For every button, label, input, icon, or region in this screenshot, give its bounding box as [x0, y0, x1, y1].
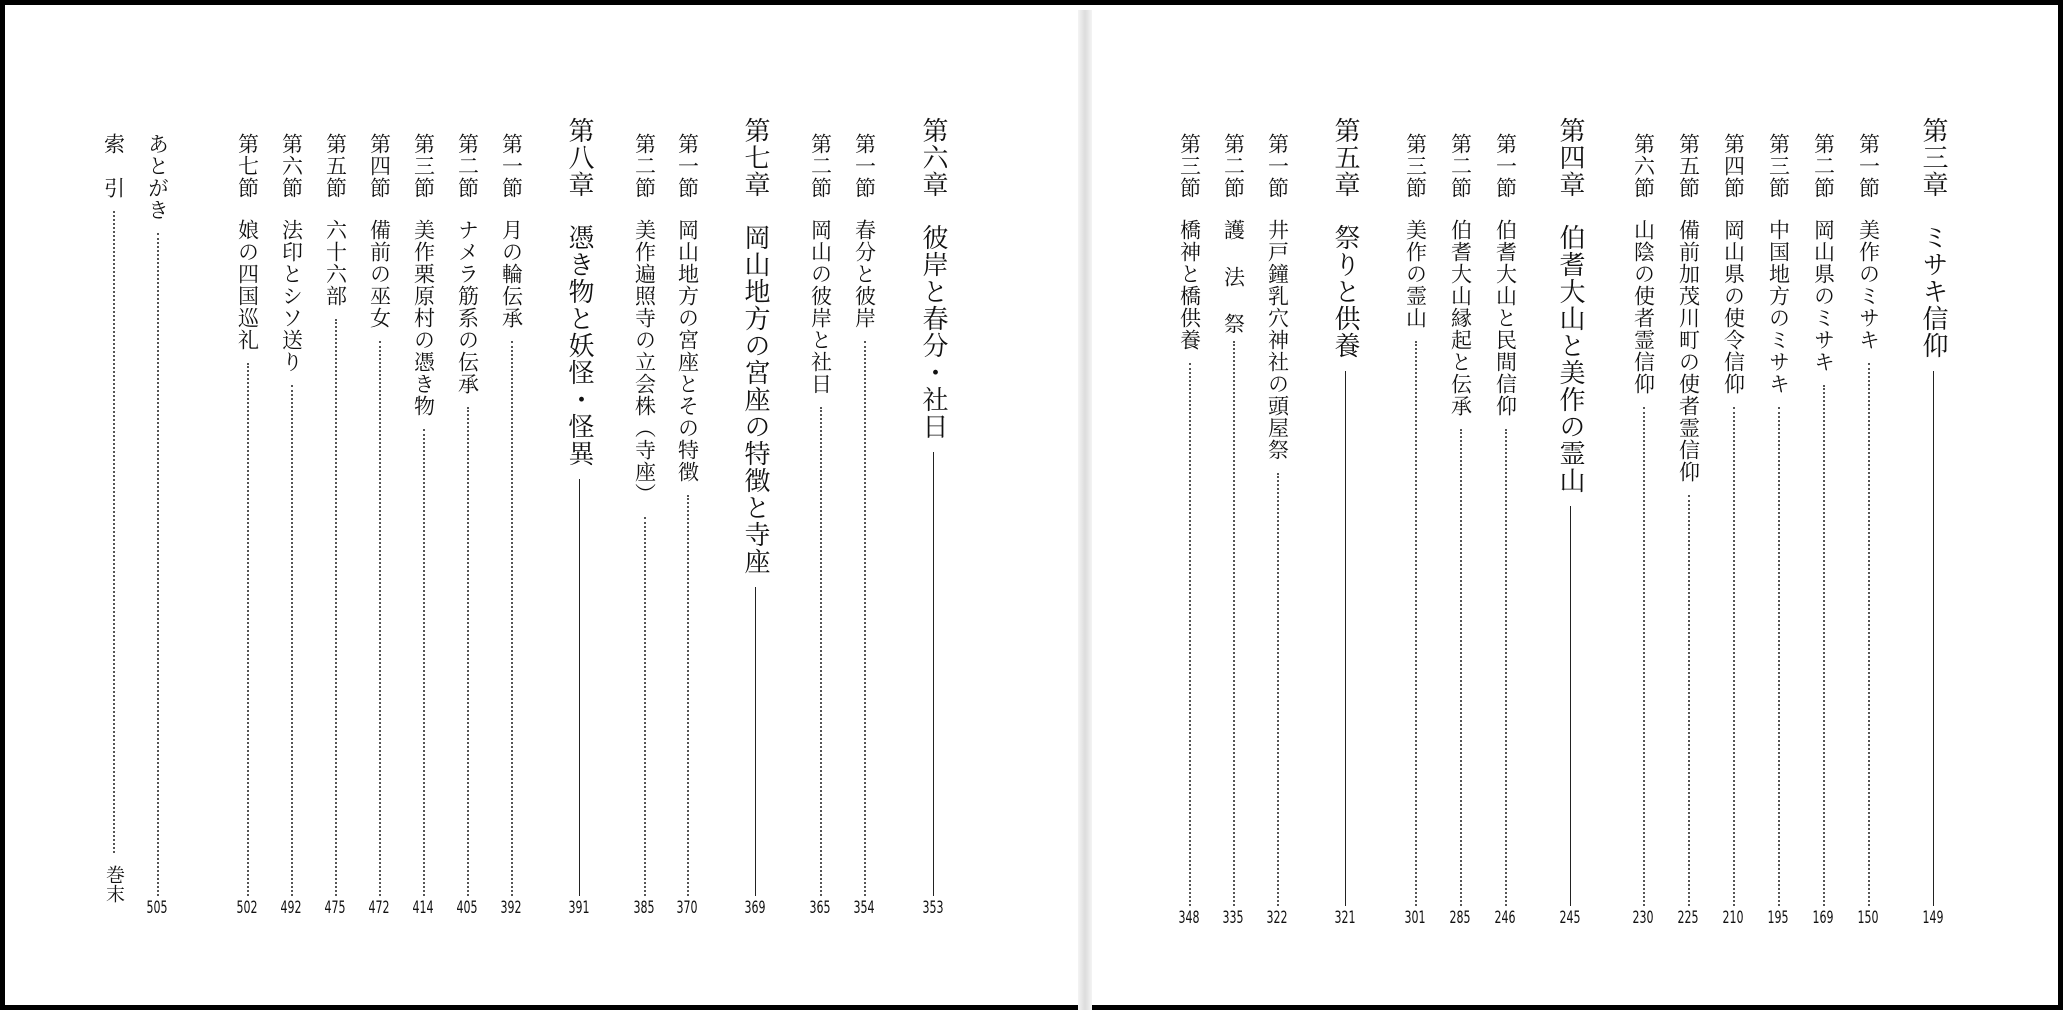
dot-leader: [1505, 429, 1507, 906]
section-number: 第二節: [808, 133, 833, 199]
chapter-number: 第四章: [1555, 117, 1585, 198]
section-title: 美作の霊山: [1403, 219, 1428, 329]
section-number: 第四節: [367, 133, 392, 199]
page-number: 285: [1449, 908, 1471, 928]
chapter-title: 岡山地方の宮座の特徴と寺座: [740, 224, 770, 575]
section-number: 第三節: [1766, 133, 1791, 199]
dot-leader: [644, 517, 646, 896]
leader-rule: [1345, 371, 1346, 906]
chapter-title: 伯耆大山と美作の霊山: [1555, 224, 1585, 494]
chapter-number: 第三章: [1918, 117, 1948, 198]
section-number: 第五節: [1676, 133, 1701, 199]
dot-leader: [1415, 341, 1417, 906]
page-number: 502: [236, 898, 258, 918]
section-title: 月の輪伝承: [499, 219, 524, 329]
page-number: 414: [412, 898, 434, 918]
section-title: ナメラ筋系の伝承: [455, 219, 480, 395]
section-title: 美作栗原村の憑き物: [411, 219, 436, 417]
back-matter-label: あとがき: [145, 133, 170, 221]
chapter-title: 祭りと供養: [1330, 224, 1360, 359]
page-number: 246: [1494, 908, 1516, 928]
page-number: 475: [324, 898, 346, 918]
section-title: 娘の四国巡礼: [235, 219, 260, 351]
dot-leader: [1460, 429, 1462, 906]
section-number: 第六節: [1631, 133, 1656, 199]
section-title: 山陰の使者霊信仰: [1631, 219, 1656, 395]
page-number: 353: [922, 898, 944, 918]
dot-leader: [1688, 495, 1690, 906]
page-number: 150: [1857, 908, 1879, 928]
section-number: 第一節: [1493, 133, 1518, 199]
page-number: 392: [500, 898, 522, 918]
dot-leader: [1233, 341, 1235, 906]
section-title: 岡山県のミサキ: [1811, 219, 1836, 373]
section-title: 春分と彼岸: [852, 219, 877, 329]
dot-leader: [379, 341, 381, 896]
back-matter-label: 索 引: [101, 133, 126, 199]
page-number: 391: [568, 898, 590, 918]
page-number: 301: [1404, 908, 1426, 928]
page-number: 505: [146, 898, 168, 918]
dot-leader: [157, 233, 159, 896]
section-title: 備前の巫女: [367, 219, 392, 329]
section-number: 第六節: [279, 133, 304, 199]
page-number: 149: [1922, 908, 1944, 928]
section-number: 第二節: [455, 133, 480, 199]
section-number: 第二節: [632, 133, 657, 199]
page-number: 385: [633, 898, 655, 918]
leader-rule: [1933, 371, 1934, 906]
dot-leader: [291, 385, 293, 896]
chapter-number: 第五章: [1330, 117, 1360, 198]
page-number: 365: [809, 898, 831, 918]
leader-rule: [579, 479, 580, 896]
section-title: 岡山地方の宮座とその特徴: [675, 219, 700, 483]
section-title: 橋神と橋供養: [1177, 219, 1202, 351]
section-number: 第五節: [323, 133, 348, 199]
page-number: 210: [1722, 908, 1744, 928]
section-number: 第四節: [1721, 133, 1746, 199]
dot-leader: [1823, 385, 1825, 906]
dot-leader: [467, 407, 469, 896]
page-number: 472: [368, 898, 390, 918]
chapter-number: 第八章: [564, 117, 594, 198]
page-number: 492: [280, 898, 302, 918]
chapter-title: 彼岸と春分・社日: [918, 224, 948, 440]
section-title: 伯耆大山と民間信仰: [1493, 219, 1518, 417]
dot-leader: [1189, 363, 1191, 906]
section-title: 伯耆大山縁起と伝承: [1448, 219, 1473, 417]
page-number: 195: [1767, 908, 1789, 928]
dot-leader: [1778, 407, 1780, 906]
page-number: 322: [1266, 908, 1288, 928]
page-number: 348: [1178, 908, 1200, 928]
dot-leader: [511, 341, 513, 896]
section-number: 第一節: [852, 133, 877, 199]
section-number: 第一節: [1265, 133, 1290, 199]
page-number: 369: [744, 898, 766, 918]
section-number: 第二節: [1448, 133, 1473, 199]
dot-leader: [335, 319, 337, 896]
chapter-number: 第七章: [740, 117, 770, 198]
section-title: 法印とシソ送り: [279, 219, 304, 373]
page-number: 245: [1559, 908, 1581, 928]
page-number: 230: [1632, 908, 1654, 928]
leader-rule: [1570, 506, 1571, 906]
dot-leader: [247, 363, 249, 896]
section-title: 美作遍照寺の立会株（寺座）: [632, 219, 657, 505]
dot-leader: [1277, 473, 1279, 906]
page-number: 405: [456, 898, 478, 918]
page-number: 巻末: [103, 865, 125, 903]
dot-leader: [820, 407, 822, 896]
dot-leader: [864, 341, 866, 896]
page-number: 335: [1222, 908, 1244, 928]
section-number: 第二節: [1811, 133, 1836, 199]
section-number: 第三節: [411, 133, 436, 199]
section-title: 岡山県の使令信仰: [1721, 219, 1746, 395]
page-number: 354: [853, 898, 875, 918]
section-title: 六十六部: [323, 219, 348, 307]
dot-leader: [423, 429, 425, 896]
section-title: 井戸鐘乳穴神社の頭屋祭: [1265, 219, 1290, 461]
dot-leader: [113, 211, 115, 853]
section-number: 第一節: [499, 133, 524, 199]
section-title: 中国地方のミサキ: [1766, 219, 1791, 395]
page-number: 225: [1677, 908, 1699, 928]
section-number: 第七節: [235, 133, 260, 199]
page-number: 370: [676, 898, 698, 918]
section-title: 備前加茂川町の使者霊信仰: [1676, 219, 1701, 483]
chapter-number: 第六章: [918, 117, 948, 198]
leader-rule: [933, 452, 934, 896]
chapter-title: ミサキ信仰: [1918, 224, 1948, 359]
section-number: 第三節: [1403, 133, 1428, 199]
leader-rule: [755, 587, 756, 896]
page-number: 169: [1812, 908, 1834, 928]
section-number: 第二節: [1221, 133, 1246, 199]
page-number: 321: [1334, 908, 1356, 928]
dot-leader: [1733, 407, 1735, 906]
dot-leader: [687, 495, 689, 896]
section-number: 第一節: [1856, 133, 1881, 199]
section-title: 護 法 祭: [1221, 219, 1246, 335]
section-title: 美作のミサキ: [1856, 219, 1881, 351]
section-title: 岡山の彼岸と社日: [808, 219, 833, 395]
section-number: 第三節: [1177, 133, 1202, 199]
dot-leader: [1868, 363, 1870, 906]
book-gutter: [1078, 10, 1092, 1010]
section-number: 第一節: [675, 133, 700, 199]
dot-leader: [1643, 407, 1645, 906]
chapter-title: 憑き物と妖怪・怪異: [564, 224, 594, 467]
